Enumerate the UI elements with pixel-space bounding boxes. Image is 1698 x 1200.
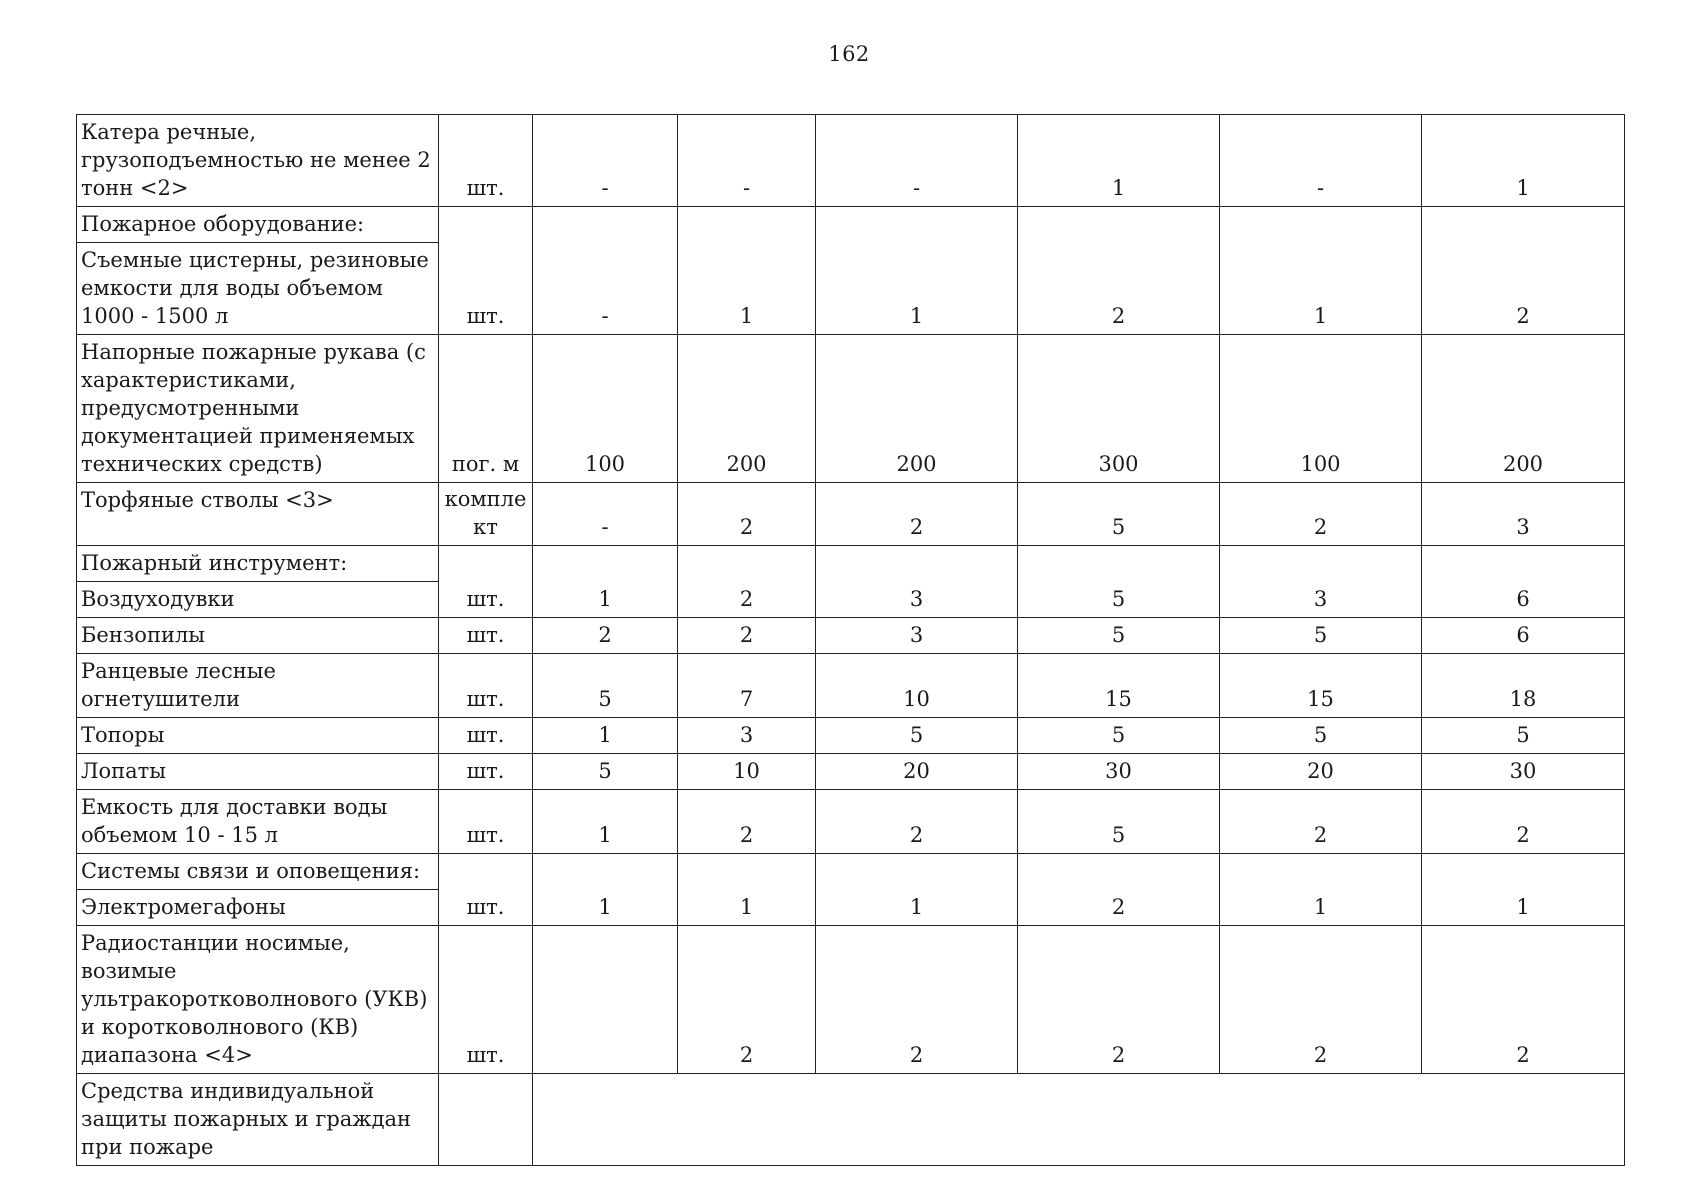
item-name: Бензопилы — [77, 618, 439, 654]
value-cell: 1 — [1220, 207, 1422, 335]
value-cell: 2 — [1220, 483, 1422, 546]
value-cell: 200 — [1422, 335, 1625, 483]
table-row — [77, 1074, 1625, 1166]
value-cell: 30 — [1018, 754, 1220, 790]
value-cell: 2 — [1018, 926, 1220, 1074]
item-unit: шт. — [439, 115, 533, 207]
item-name: Топоры — [77, 718, 439, 754]
value-cell: 1 — [816, 207, 1018, 335]
section-header-row — [77, 546, 1625, 582]
item-unit-empty — [439, 1074, 533, 1166]
page-number: 162 — [828, 42, 870, 66]
value-cell: 5 — [1018, 546, 1220, 618]
item-unit: комплект — [439, 483, 533, 546]
value-cell: 5 — [533, 754, 678, 790]
section-header-row — [77, 854, 1625, 890]
value-cell: 2 — [816, 926, 1018, 1074]
item-unit: шт. — [439, 207, 533, 335]
value-cell: 1 — [816, 854, 1018, 926]
value-cell: 5 — [1018, 618, 1220, 654]
equipment-table — [76, 114, 1625, 1166]
item-unit: шт. — [439, 654, 533, 718]
value-cell: 5 — [1422, 718, 1625, 754]
value-cell: 5 — [1220, 618, 1422, 654]
value-cell: 2 — [1018, 854, 1220, 926]
table-row — [77, 483, 1625, 546]
value-cell: 2 — [678, 483, 816, 546]
value-cell: 15 — [1220, 654, 1422, 718]
value-cell: 7 — [678, 654, 816, 718]
value-cell: 1 — [678, 207, 816, 335]
value-cell: - — [1220, 115, 1422, 207]
value-cell: 3 — [816, 618, 1018, 654]
value-cell: 5 — [1220, 718, 1422, 754]
section-title: Пожарное оборудование: — [77, 207, 439, 243]
table-row — [77, 790, 1625, 854]
value-cell: 2 — [533, 618, 678, 654]
table-row — [77, 754, 1625, 790]
item-name: Емкость для доставки воды объемом 10 - 15 л — [77, 790, 439, 854]
value-cell: 2 — [1422, 790, 1625, 854]
value-cell: 30 — [1422, 754, 1625, 790]
value-cell: 18 — [1422, 654, 1625, 718]
value-cell: 15 — [1018, 654, 1220, 718]
table-row — [77, 335, 1625, 483]
value-cell: 2 — [816, 483, 1018, 546]
value-cell: 6 — [1422, 618, 1625, 654]
item-name: Съемные цистерны, резиновые емкости для воды объемом 1000 - 1500 л — [77, 243, 439, 335]
value-cell: 10 — [816, 654, 1018, 718]
item-unit: шт. — [439, 790, 533, 854]
item-unit: шт. — [439, 618, 533, 654]
item-unit: шт. — [439, 854, 533, 926]
item-name: Средства индивидуальной защиты пожарных и граждан при пожаре — [77, 1074, 439, 1166]
value-cell: 3 — [678, 718, 816, 754]
value-cell: 5 — [1018, 790, 1220, 854]
value-cell: 2 — [678, 790, 816, 854]
value-cell: 2 — [1422, 926, 1625, 1074]
item-name: Ранцевые лесные огнетушители — [77, 654, 439, 718]
value-cell: 200 — [678, 335, 816, 483]
value-cell: 1 — [1018, 115, 1220, 207]
value-cell: 5 — [816, 718, 1018, 754]
table-row — [77, 654, 1625, 718]
item-name: Воздуходувки — [77, 582, 439, 618]
value-cell: 1 — [1422, 854, 1625, 926]
value-cell: 2 — [678, 618, 816, 654]
table-row — [77, 718, 1625, 754]
value-cell: 2 — [1220, 790, 1422, 854]
table-row — [77, 115, 1625, 207]
value-cell: 2 — [678, 926, 816, 1074]
item-name: Торфяные стволы <3> — [77, 483, 439, 546]
table-row — [77, 618, 1625, 654]
value-cell: - — [533, 115, 678, 207]
item-name: Радиостанции носимые, возимые ультракоротковолнового (УКВ) и коротковолнового (КВ) диапазона <4> — [77, 926, 439, 1074]
value-cell: 1 — [678, 854, 816, 926]
value-cell: 2 — [1220, 926, 1422, 1074]
value-cell: 10 — [678, 754, 816, 790]
value-cell: 5 — [533, 654, 678, 718]
value-cell: 200 — [816, 335, 1018, 483]
value-cell: 1 — [1220, 854, 1422, 926]
value-cell: 2 — [1422, 207, 1625, 335]
value-cell: 1 — [533, 854, 678, 926]
value-cell: 3 — [816, 546, 1018, 618]
item-name: Напорные пожарные рукава (с характеристиками, предусмотренными документацией применяемых технических средств) — [77, 335, 439, 483]
item-unit: пог. м — [439, 335, 533, 483]
item-name: Электромегафоны — [77, 890, 439, 926]
value-cell: 3 — [1422, 483, 1625, 546]
item-unit: шт. — [439, 754, 533, 790]
item-unit: шт. — [439, 718, 533, 754]
value-cell: 5 — [1018, 718, 1220, 754]
merged-value-cell — [533, 1074, 1625, 1166]
value-cell: 100 — [533, 335, 678, 483]
value-cell: 20 — [1220, 754, 1422, 790]
value-cell: 6 — [1422, 546, 1625, 618]
value-cell: 1 — [533, 546, 678, 618]
value-cell: 2 — [678, 546, 816, 618]
section-title: Пожарный инструмент: — [77, 546, 439, 582]
item-unit: шт. — [439, 926, 533, 1074]
value-cell: - — [678, 115, 816, 207]
value-cell: - — [533, 483, 678, 546]
item-unit: шт. — [439, 546, 533, 618]
value-cell: 2 — [816, 790, 1018, 854]
value-cell: 5 — [1018, 483, 1220, 546]
section-header-row — [77, 207, 1625, 243]
value-cell: 100 — [1220, 335, 1422, 483]
value-cell: 1 — [533, 718, 678, 754]
item-name: Лопаты — [77, 754, 439, 790]
item-name: Катера речные, грузоподъемностью не менее 2 тонн <2> — [77, 115, 439, 207]
value-cell: - — [533, 207, 678, 335]
value-cell: 1 — [1422, 115, 1625, 207]
value-cell: 3 — [1220, 546, 1422, 618]
value-cell: - — [816, 115, 1018, 207]
value-cell: 1 — [533, 790, 678, 854]
section-title: Системы связи и оповещения: — [77, 854, 439, 890]
table-row — [77, 926, 1625, 1074]
value-cell: 2 — [1018, 207, 1220, 335]
value-cell: 300 — [1018, 335, 1220, 483]
value-cell: 20 — [816, 754, 1018, 790]
value-cell — [533, 926, 678, 1074]
